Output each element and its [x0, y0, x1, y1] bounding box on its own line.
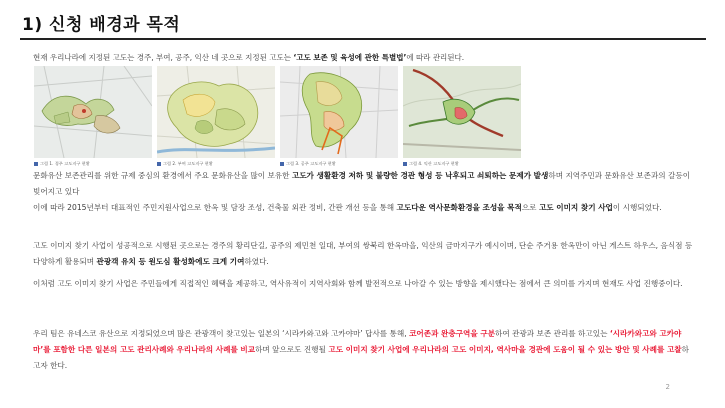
map-caption-2: 그림 2. 부여 고도지구 현황 — [157, 161, 213, 167]
paragraph-significance: 이처럼 고도 이미지 찾기 사업은 주민들에게 직접적인 혜택을 제공하고, 역사유적이 지역사회와 함께 발전적으로 나아갈 수 있는 방향을 제시했다는 점에서 큰 의미를 가지며 현재도 사업 진행중이다. — [33, 279, 683, 288]
paragraph-success-cases: 고도 이미지 찾기 사업이 성공적으로 시행된 곳으로는 경주의 황리단길, 공주의 제민천 일대, 부여의 쌍북리 한옥마을, 익산의 금마지구가 예시이며, 단순 주거용 한옥만이 아닌 게스트 하우스, 음식점 등 다양하게 활용되며 관광객 유치 등 원도심 활성화에도 크게 기여하였다. — [33, 241, 693, 266]
intro-text: 현재 우리나라에 지정된 고도는 경주, 부여, 공주, 익산 네 곳으로 지정된 고도는 ‘고도 보존 및 육성에 관한 특별법’에 따라 관리된다. — [33, 53, 465, 62]
buyeo-map-icon — [157, 66, 275, 158]
map-caption-4: 그림 4. 익산 고도지구 현황 — [403, 161, 459, 167]
page-title: 1) 신청 배경과 목적 — [22, 15, 181, 35]
gongju-map-icon — [280, 66, 398, 158]
page-number: 2 — [665, 383, 670, 391]
gyeongju-map-icon — [34, 66, 152, 158]
iksan-map-icon — [403, 66, 521, 158]
map-caption-3: 그림 3. 공주 고도지구 현황 — [280, 161, 336, 167]
title-divider — [20, 38, 706, 40]
map-caption-1: 그림 1. 경주 고도지구 현황 — [34, 161, 90, 167]
map-figures — [34, 66, 534, 168]
paragraph-problem: 문화유산 보존관리를 위한 규제 중심의 환경에서 주요 문화유산을 많이 보유한 고도가 생활환경 저하 및 불량한 경관 형성 등 낙후되고 쇠퇴하는 문제가 발생하며 지역주민과 문화유산 보존과의 갈등이 빚어지고 있다 — [33, 171, 691, 196]
paragraph-team-goal: 우리 팀은 유네스코 유산으로 지정되었으며 많은 관광객이 찾고있는 일본의 ‘시라카와고와 고카야마’ 답사를 통해, 코어존과 완충구역을 구분하여 관광과 보존 관리를 하고있는 ‘시라카와고와 고카야마’를 포함한 다른 일본의 고도 관리사례와 우리나라의 사례를 비교하며 앞으로도 진행될 고도 이미지 찾기 사업에 우리나라의 고도 이미지, 역사마을 경관에 도움이 될 수 있는 방안 및 사례를 고찰하고자 한다. — [33, 329, 689, 370]
paragraph-project-start: 이에 따라 2015년부터 대표적인 주민지원사업으로 한옥 및 담장 조성, 건축물 외관 정비, 간판 개선 등을 통해 고도다운 역사문화환경을 조성을 목적으로 고도 이미지 찾기 사업이 시행되었다. — [33, 203, 662, 212]
